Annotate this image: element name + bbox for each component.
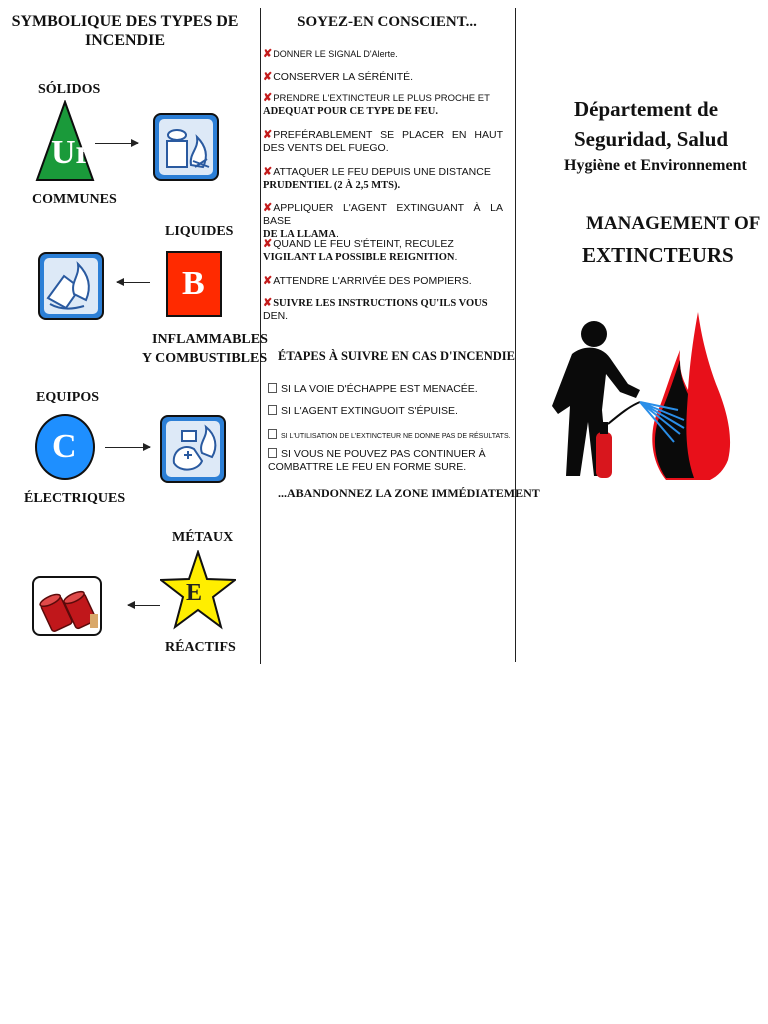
cross-icon: ✘: [263, 202, 273, 214]
checkbox-icon: [268, 405, 277, 415]
class-b-arrow: [117, 282, 150, 283]
class-c-circle-symbol: [35, 414, 95, 480]
cross-icon: ✘: [263, 238, 273, 250]
electrical-fire-icon: [160, 415, 226, 483]
awareness-item: ✘DONNER LE SIGNAL D'Alerte.: [263, 48, 398, 60]
class-a-bottom-label: COMMUNES: [32, 192, 117, 207]
step-item: SI LA VOIE D'ÉCHAPPE EST MENACÉE.: [268, 383, 518, 396]
steps-title: ÉTAPES À SUIVRE EN CAS D'INCENDIE: [278, 349, 515, 363]
cross-icon: ✘: [263, 275, 273, 287]
class-a-top-label: SÓLIDOS: [38, 82, 101, 97]
right-divider: [515, 8, 516, 662]
class-a-letter: Ur: [51, 134, 91, 171]
awareness-item: ✘SUIVRE LES INSTRUCTIONS QU'ILS VOUS DEN.: [263, 297, 488, 322]
class-b-bottom-label-2: Y COMBUSTIBLES: [142, 351, 268, 366]
cross-icon: ✘: [263, 71, 273, 83]
awareness-item: ✘CONSERVER LA SÉRÉNITÉ.: [263, 71, 414, 83]
class-e-star-symbol: [160, 550, 236, 630]
heading-line-1: MANAGEMENT OF: [586, 213, 761, 234]
heading-line-2: EXTINCTEURS: [582, 243, 734, 267]
evacuate-closing: ...ABANDONNEZ LA ZONE IMMÉDIATEMENT: [278, 486, 540, 500]
department-line-1: Département de: [574, 97, 719, 121]
cross-icon: ✘: [263, 48, 273, 60]
awareness-item: ✘ATTENDRE L'ARRIVÉE DES POMPIERS.: [263, 275, 472, 287]
class-b-letter: B: [182, 265, 205, 302]
step-item: SI L'UTILISATION DE L'EXTINCTEUR NE DONNE PAS DE RÉSULTATS.: [268, 429, 518, 443]
class-e-letter: E: [186, 580, 203, 606]
awareness-item: ✘PRENDRE L'EXTINCTEUR LE PLUS PROCHE ET ADEQUAT POUR CE TYPE DE FEU.: [263, 92, 490, 117]
awareness-item: ✘PREFÉRABLEMENT SE PLACER EN HAUT DES VENTS DEL FUEGO.: [263, 129, 503, 154]
step-item: SI L'AGENT EXTINGUOIT S'ÉPUISE.: [268, 405, 518, 418]
step-item: SI VOUS NE POUVEZ PAS CONTINUER À COMBATTRE LE FEU EN FORME SURE.: [268, 448, 486, 473]
class-b-top-label: LIQUIDES: [165, 224, 234, 239]
class-e-bottom-label: RÉACTIFS: [165, 640, 236, 655]
class-b-square-symbol: [166, 251, 222, 317]
cross-icon: ✘: [263, 297, 273, 309]
metal-fire-icon: [32, 576, 102, 636]
liquid-fire-icon: [38, 252, 104, 320]
awareness-title: SOYEZ-EN CONSCIENT...: [297, 14, 477, 30]
department-line-3: Hygiène et Environnement: [564, 157, 747, 174]
class-c-bottom-label: ÉLECTRIQUES: [24, 491, 126, 506]
awareness-item: ✘APPLIQUER L'AGENT EXTINGUANT À LA BASE DE LA LLAMA.: [263, 202, 503, 240]
checkbox-icon: [268, 383, 277, 393]
checkbox-icon: [268, 429, 277, 439]
department-line-2: Seguridad, Salud: [574, 127, 729, 151]
class-e-arrow: [128, 605, 160, 606]
trash-fire-icon: [153, 113, 219, 181]
class-c-top-label: EQUIPOS: [36, 390, 100, 405]
fire-types-title: SYMBOLIQUE DES TYPES DE INCENDIE: [11, 13, 239, 49]
class-a-arrow: [95, 143, 138, 144]
person-extinguishing-fire-icon: [548, 310, 738, 482]
class-e-top-label: MÉTAUX: [172, 530, 234, 545]
class-a-triangle-symbol: [35, 100, 95, 182]
awareness-item: ✘QUAND LE FEU S'ÉTEINT, RECULEZ VIGILANT LA POSSIBLE REIGNITION.: [263, 238, 458, 263]
class-b-bottom-label-1: INFLAMMABLES: [152, 332, 268, 347]
cross-icon: ✘: [263, 166, 273, 178]
cross-icon: ✘: [263, 129, 273, 141]
class-c-arrow: [105, 447, 150, 448]
checkbox-icon: [268, 448, 277, 458]
class-c-letter: C: [52, 428, 77, 465]
awareness-item: ✘ATTAQUER LE FEU DEPUIS UNE DISTANCE PRUDENTIEL (2 À 2,5 MTS).: [263, 166, 491, 191]
cross-icon: ✘: [263, 92, 273, 104]
